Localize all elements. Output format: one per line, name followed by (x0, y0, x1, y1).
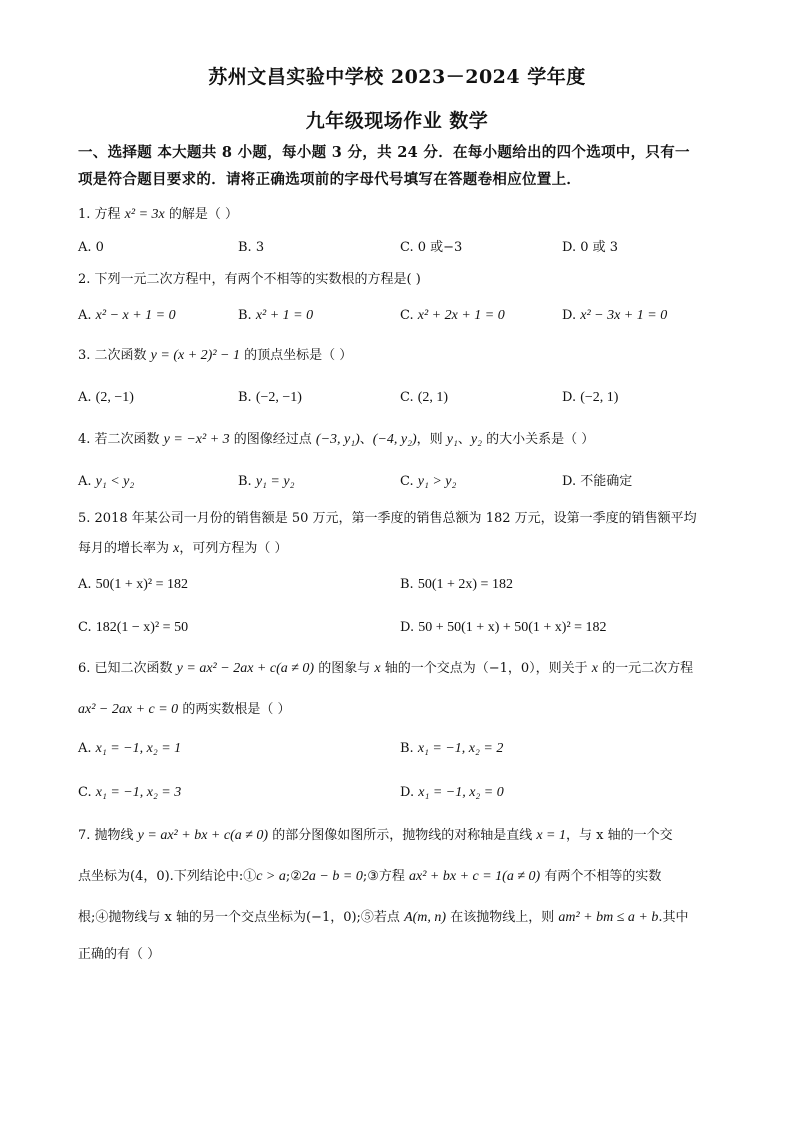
q6-option-c: C. x₁ = −1, x₂ = 3 (78, 785, 182, 800)
q2-option-b: B. x² + 1 = 0 (238, 308, 314, 323)
q5-option-a: A. 50(1 + x)² = 182 (78, 577, 188, 592)
q4-option-b: B. y₁ = y₂ (238, 474, 295, 489)
q4-option-a: A. y₁ < y₂ (78, 474, 135, 489)
section-intro-line2: 项是符合题目要求的．请将正确选项前的字母代号填写在答题卷相应位置上． (78, 171, 582, 188)
q2-option-a: A. x² − x + 1 = 0 (78, 308, 176, 323)
question-6-stem-line2: ax² − 2ax + c = 0 的两实数根是（ ） (78, 702, 291, 717)
question-7-line1: 7. 抛物线 y = ax² + bx + c(a ≠ 0) 的部分图像如图所示，抛物线的对称轴是直线 x = 1，与 x 轴的一个交 (78, 828, 673, 843)
q5-option-b: B. 50(1 + 2x) = 182 (400, 577, 513, 592)
question-6-stem-line1: 6. 已知二次函数 y = ax² − 2ax + c(a ≠ 0) 的图象与 x 轴的一个交点为（−1，0），则关于 x 的一元二次方程 (78, 661, 694, 676)
q6-option-d: D. x₁ = −1, x₂ = 0 (400, 785, 504, 800)
question-5-stem-line1: 5. 2018 年某公司一月份的销售额是 50 万元，第一季度的销售总额为 182 万元，设第一季度的销售额平均 (78, 511, 697, 526)
q1-option-d: D. 0 或 3 (562, 240, 619, 255)
q1-option-c: C. 0 或−3 (400, 240, 463, 255)
q4-option-d: D. 不能确定 (562, 474, 633, 489)
q3-option-c: C. (2, 1) (400, 390, 449, 405)
q4-option-c: C. y₁ > y₂ (400, 474, 457, 489)
q3-option-a: A. (2, −1) (78, 390, 134, 405)
question-7-line2: 点坐标为(4，0).下列结论中:①c > a;②2a − b = 0;③方程 ax² + bx + c = 1(a ≠ 0) 有两个不相等的实数 (78, 869, 662, 884)
question-7-line3: 根;④抛物线与 x 轴的另一个交点坐标为(−1，0);⑤若点 A(m, n) 在该抛物线上，则 am² + bm ≤ a + b.其中 (78, 910, 689, 925)
q5-option-d: D. 50 + 50(1 + x) + 50(1 + x)² = 182 (400, 620, 607, 635)
question-5-stem-line2: 每月的增长率为 x，可列方程为（ ） (78, 541, 288, 556)
section-intro-line1: 一、选择题 本大题共 8 小题，每小题 3 分，共 24 分．在每小题给出的四个选项中，只有一 (78, 144, 690, 161)
q6-option-a: A. x₁ = −1, x₂ = 1 (78, 741, 182, 756)
q2-option-c: C. x² + 2x + 1 = 0 (400, 308, 505, 323)
question-2-stem: 2. 下列一元二次方程中，有两个不相等的实数根的方程是( ) (78, 272, 421, 287)
q3-option-d: D. (−2, 1) (562, 390, 619, 405)
exam-subtitle: 九年级现场作业 数学 (305, 110, 489, 132)
q2-option-d: D. x² − 3x + 1 = 0 (562, 308, 668, 323)
q6-option-b: B. x₁ = −1, x₂ = 2 (400, 741, 504, 756)
question-4-stem: 4. 若二次函数 y = −x² + 3 的图像经过点 (−3, y₁)、(−4, y₂)，则 y₁、y₂ 的大小关系是（ ） (78, 432, 595, 447)
section-instructions (78, 139, 728, 193)
q1-option-a: A. 0 (78, 240, 104, 255)
q3-option-b: B. (−2, −1) (238, 390, 302, 405)
q5-option-c: C. 182(1 − x)² = 50 (78, 620, 189, 635)
question-3-stem: 3. 二次函数 y = (x + 2)² − 1 的顶点坐标是（ ） (78, 348, 353, 363)
school-title: 苏州文昌实验中学校 2023－2024 学年度 (208, 66, 586, 88)
q1-option-b: B. 3 (238, 240, 265, 255)
question-1-stem: 1. 方程 x² = 3x 的解是（ ） (78, 207, 239, 222)
question-7-line4: 正确的有（ ） (78, 947, 161, 962)
